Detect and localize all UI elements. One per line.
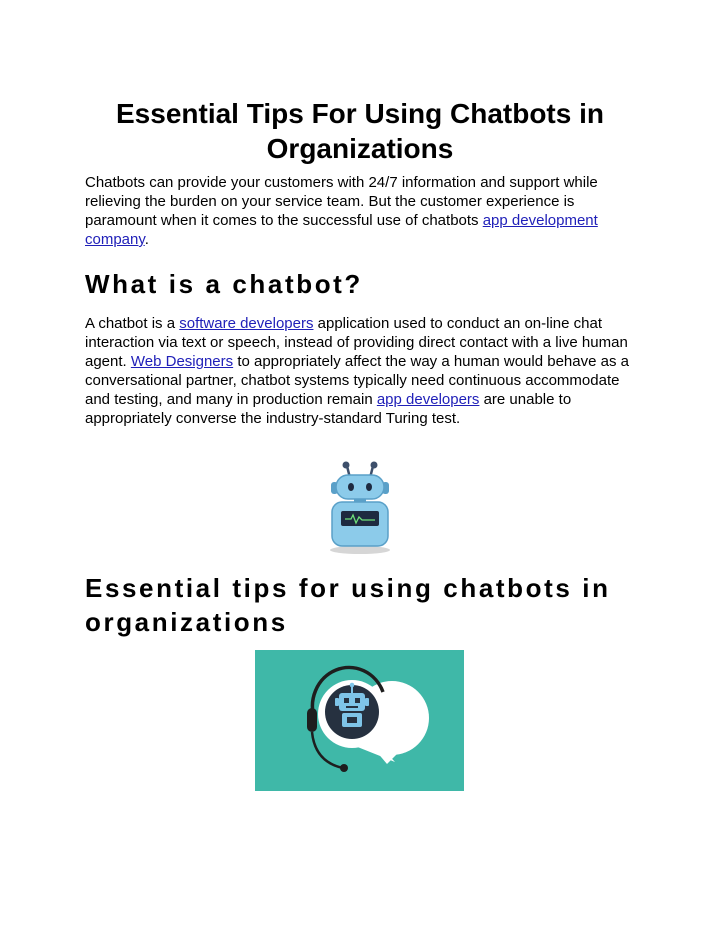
web-designers-link[interactable]: Web Designers bbox=[130, 353, 234, 370]
chat-support-robot-icon bbox=[255, 650, 464, 791]
definition-text-4: are unable to appropriately converse the industry-standard Turing test. bbox=[85, 391, 572, 427]
intro-paragraph bbox=[85, 173, 645, 249]
app-developers-link[interactable]: app developers bbox=[376, 391, 480, 408]
section-heading-what-is-chatbot: What is a chatbot? bbox=[85, 269, 363, 299]
chatbot-definition-paragraph bbox=[85, 314, 645, 428]
intro-text: Chatbots can provide your customers with 24/7 information and support while relieving the burden on your service team. But the customer experience is paramount when it comes to the successful use of chatbots bbox=[85, 174, 598, 229]
robot-icon bbox=[320, 458, 400, 558]
definition-text-3: to appropriately affect the way a human would behave as a conversational partner, chatbot systems typically need continuous accommodate and testing, and many in production remain bbox=[85, 353, 629, 408]
page-title: Essential Tips For Using Chatbots in Organizations bbox=[116, 98, 604, 164]
software-developers-link[interactable]: software developers bbox=[179, 315, 314, 332]
definition-text-2: application used to conduct an on-line chat interaction via text or speech, instead of providing direct contact with a live human agent. bbox=[85, 315, 628, 370]
intro-end: . bbox=[144, 231, 149, 248]
definition-text-1: A chatbot is a bbox=[85, 315, 180, 332]
app-development-company-link[interactable]: app development company bbox=[85, 212, 598, 248]
section-heading-essential-tips: Essential tips for using chatbots in organizations bbox=[85, 573, 611, 637]
